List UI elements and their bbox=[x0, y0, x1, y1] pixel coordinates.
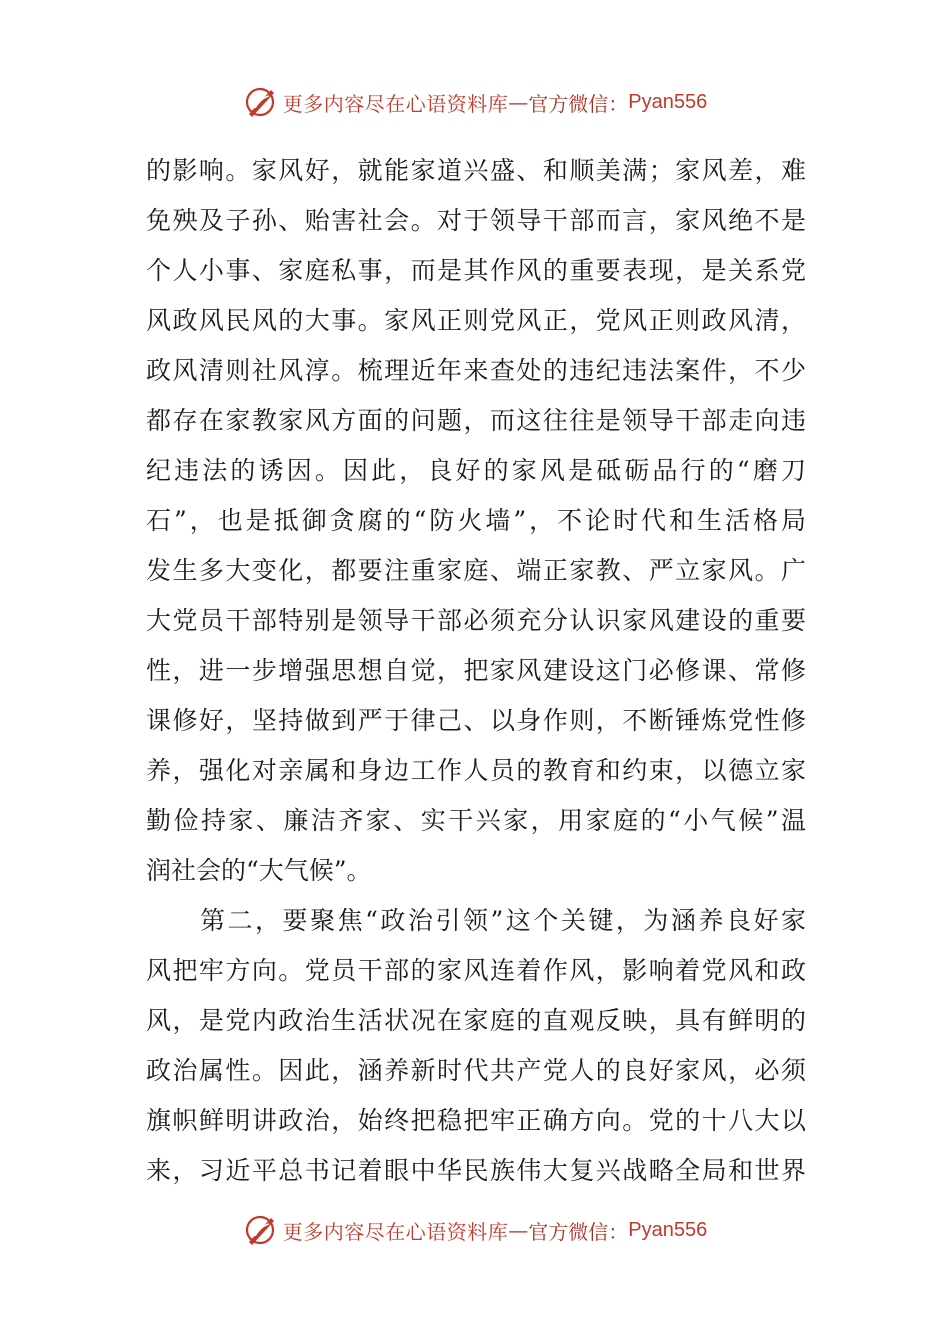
body-line: 风政风民风的大事。家风正则党风正，党风正则政风清， bbox=[146, 306, 806, 335]
header-watermark bbox=[0, 80, 950, 124]
body-line: 政风清则社风淳。梳理近年来查处的违纪违法案件，不少 bbox=[146, 356, 806, 385]
watermark-wechat-id: Pyan556 bbox=[628, 1218, 708, 1241]
body-line: 旗帜鲜明讲政治，始终把稳把牢正确方向。党的十八大以 bbox=[146, 1106, 806, 1135]
watermark-wechat-id: Pyan556 bbox=[628, 90, 708, 113]
body-line: 石”，也是抵御贪腐的“防火墙”，不论时代和生活格局 bbox=[146, 506, 806, 535]
body-line: 风把牢方向。党员干部的家风连着作风，影响着党风和政 bbox=[146, 956, 806, 985]
body-line: 润社会的“大气候”。 bbox=[146, 856, 372, 885]
pen-logo-icon bbox=[243, 84, 279, 120]
body-line: 课修好，坚持做到严于律己、以身作则，不断锤炼党性修 bbox=[146, 706, 806, 735]
body-line: 风，是党内政治生活状况在家庭的直观反映，具有鲜明的 bbox=[146, 1006, 806, 1035]
body-line: 政治属性。因此，涵养新时代共产党人的良好家风，必须 bbox=[146, 1056, 806, 1085]
body-line: 养，强化对亲属和身边工作人员的教育和约束，以德立家 bbox=[146, 756, 806, 785]
document-body bbox=[146, 146, 806, 1196]
body-line: 个人小事、家庭私事，而是其作风的重要表现，是关系党 bbox=[146, 256, 806, 285]
pen-logo-icon bbox=[243, 1212, 279, 1248]
body-line: 免殃及子孙、贻害社会。对于领导干部而言，家风绝不是 bbox=[146, 206, 806, 235]
body-line: 大党员干部特别是领导干部必须充分认识家风建设的重要 bbox=[146, 606, 806, 635]
body-line: 的影响。家风好，就能家道兴盛、和顺美满；家风差，难 bbox=[146, 156, 806, 185]
body-line: 纪违法的诱因。因此，良好的家风是砥砺品行的“磨刀 bbox=[146, 456, 806, 485]
watermark-dash: — bbox=[508, 1218, 529, 1242]
body-line: 第二，要聚焦“政治引领”这个关键，为涵养良好家 bbox=[200, 906, 806, 935]
body-line: 来，习近平总书记着眼中华民族伟大复兴战略全局和世界 bbox=[146, 1156, 806, 1185]
body-line: 性，进一步增强思想自觉，把家风建设这门必修课、常修 bbox=[146, 656, 806, 685]
body-line: 发生多大变化，都要注重家庭、端正家教、严立家风。广 bbox=[146, 556, 806, 585]
body-line: 都存在家教家风方面的问题，而这往往是领导干部走向违 bbox=[146, 406, 806, 435]
watermark-main-text: 更多内容尽在心语资料库 bbox=[282, 1219, 509, 1244]
footer-watermark bbox=[0, 1208, 950, 1252]
watermark-sub-text: 官方微信： bbox=[528, 91, 629, 116]
watermark-sub-text: 官方微信： bbox=[528, 1219, 629, 1244]
body-line: 勤俭持家、廉洁齐家、实干兴家，用家庭的“小气候”温 bbox=[146, 806, 806, 835]
watermark-dash: — bbox=[508, 90, 529, 114]
watermark-main-text: 更多内容尽在心语资料库 bbox=[282, 91, 509, 116]
